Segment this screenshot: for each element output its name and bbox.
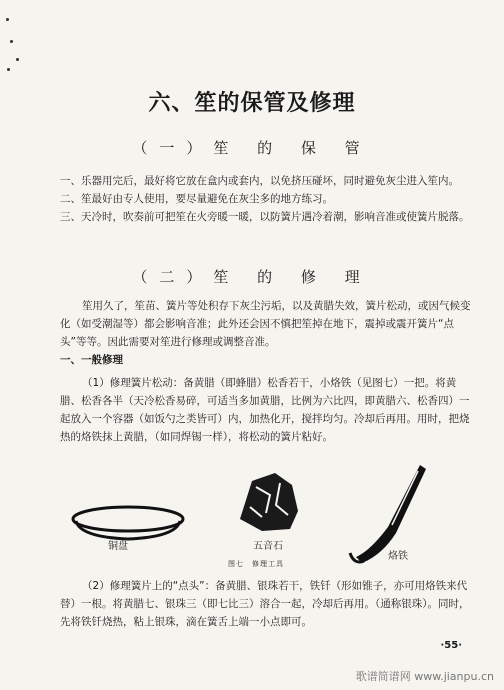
label-soldering-iron: 烙铁: [388, 551, 408, 562]
page-number: ·55·: [440, 640, 462, 651]
site-watermark: 歌谱简谱网 www.jianpu.cn: [355, 670, 494, 683]
section1-title: （一）笙 的 保 管: [132, 139, 372, 157]
repair-paragraph-1: （1）修理簧片松动：备黄腊（即蜂腊）松香若干，小烙铁（见图七）一把。将黄腊、松香各半（天冷松香易碎，可适当多加黄腊，比例为六比四，即黄腊六、松香四）一起放入一个容器（如饭勺之类皆可）内，加热化开，搅拌均匀。冷却后再用。用时，把烧热的烙铁抹上黄腊，（如同焊锡一样），将松动的簧片粘好。: [60, 377, 470, 443]
stone-drawing: [240, 473, 298, 531]
copper-plate-drawing: [73, 507, 183, 539]
section1-item-3: 三、天冷时，吹奏前可把笙在火旁暖一暖，以防簧片遇冷着潮，影响音准或使簧片脱落。: [60, 211, 470, 223]
section1-item-1: 一、乐器用完后，最好将它放在盒内或套内，以免挤压碰坏，同时避免灰尘进入笙内。: [60, 175, 459, 187]
general-repair-heading: 一、一般修理: [60, 354, 123, 366]
label-copper-plate: 铜盘: [108, 541, 128, 552]
section1-item-2: 二、笙最好由专人使用，要尽量避免在灰尘多的地方练习。: [60, 193, 333, 205]
repair-tools-illustration: [70, 455, 480, 570]
repair-tools-figure: [70, 455, 480, 570]
binding-marks: [4, 10, 26, 80]
label-stone: 五音石: [253, 541, 283, 552]
section2-intro: 笙用久了，笙苗、簧片等处积存下灰尘污垢，以及黄腊失效，簧片松动，或因气候变化（如受潮湿等）都会影响音准；此外还会因不慎把笙掉在地下，震掉或震开簧片“点头”等等。因此需要对笙进行修理或调整音准。: [60, 300, 471, 348]
section2-title: （二）笙 的 修 理: [132, 268, 372, 286]
chapter-title: 六、笙的保管及修理: [148, 90, 356, 116]
figure-caption: 图七 修理工具: [228, 560, 284, 568]
repair-paragraph-2: （2）修理簧片上的“点头”：备黄腊、银珠若干，铁钎（形如锥子，亦可用烙铁来代替）一根。将黄腊七、银珠三（即七比三）溶合一起，冷却后再用。（通称银珠）。同时，先将铁钎烧热，粘上银珠，滴在簧舌上端一小点即可。: [60, 580, 470, 628]
